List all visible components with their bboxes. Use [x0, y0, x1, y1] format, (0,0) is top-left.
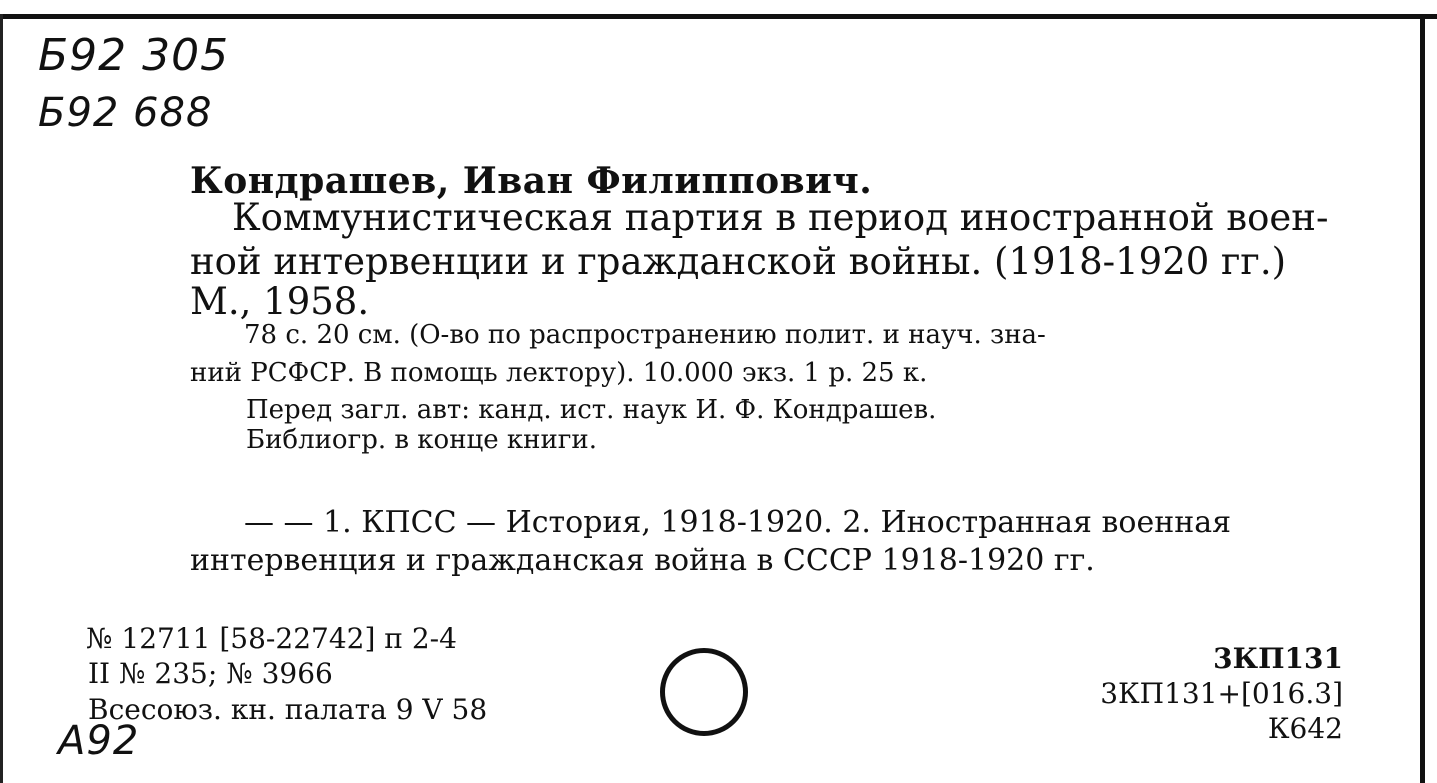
subjects-line-1: — — 1. КПСС — История, 1918-1920. 2. Иностранная военная: [244, 505, 1232, 540]
card-border-top: [0, 14, 1437, 19]
imprint-line: М., 1958.: [190, 280, 370, 323]
physical-description-line-2: ний РСФСР. В помощь лектору). 10.000 экз. 1 р. 25 к.: [190, 358, 928, 388]
classification-1: 3КП131: [1213, 642, 1343, 675]
classification-2: 3КП131+[016.3]: [1100, 677, 1343, 710]
title-line-1: Коммунистическая партия в период иностранной воен-: [232, 196, 1329, 239]
classification-3: К642: [1267, 712, 1343, 745]
publisher-chamber-line: Всесоюз. кн. палата 9 V 58: [88, 693, 488, 726]
card-punch-hole: [660, 648, 748, 736]
card-border-right: [1420, 14, 1425, 783]
card-border-left: [0, 14, 3, 783]
handwritten-shelfmark-2: Б92 688: [38, 90, 213, 136]
title-line-2: ной интервенции и гражданской войны. (1918-1920 гг.): [190, 240, 1287, 283]
note-author-line: Перед загл. авт: канд. ист. наук И. Ф. Кондрашев.: [246, 395, 937, 425]
author-heading: Кондрашев, Иван Филиппович.: [190, 160, 873, 202]
handwritten-shelfmark-1: Б92 305: [38, 30, 230, 81]
physical-description-line-1: 78 с. 20 см. (О-во по распространению полит. и науч. зна-: [244, 320, 1046, 350]
registration-line-2: II № 235; № 3966: [88, 657, 333, 690]
note-bibliography-line: Библиогр. в конце книги.: [246, 425, 598, 455]
registration-line-1: № 12711 [58-22742] п 2-4: [86, 622, 457, 655]
handwritten-mark-bottom: А92: [58, 718, 140, 764]
subjects-line-2: интервенция и гражданская война в СССР 1918-1920 гг.: [190, 543, 1095, 578]
